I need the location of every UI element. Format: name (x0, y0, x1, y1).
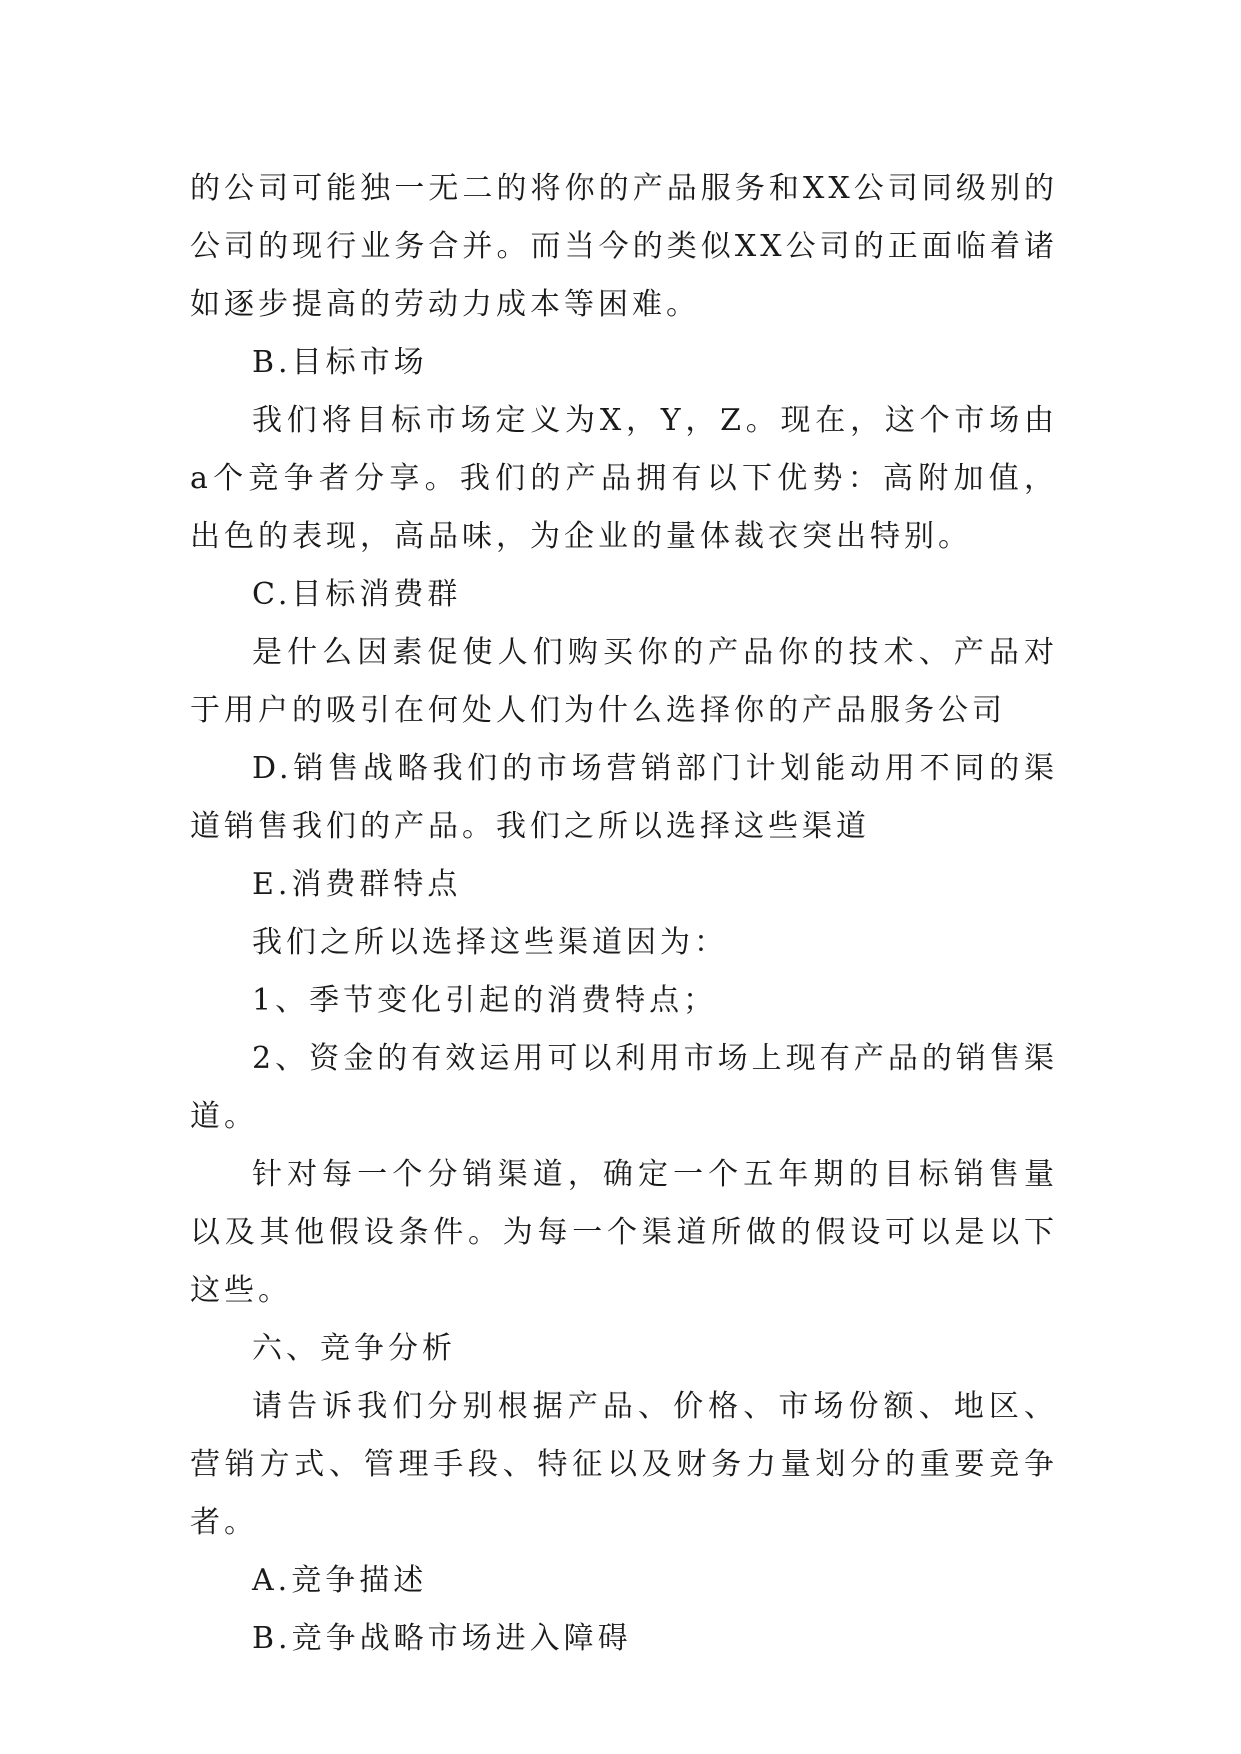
paragraph-channel-reasons: 我们之所以选择这些渠道因为： (252, 925, 728, 960)
paragraph-target-consumers: 是什么因素促使人们购买你的产品你的技术、产品对于用户的吸引在何处人们为什么选择你的产品服务公司 (190, 635, 1058, 728)
paragraph-distribution-channels: 针对每一个分销渠道，确定一个五年期的目标销售量以及其他假设条件。为每一个渠道所做的假设可以是以下这些。 (190, 1157, 1058, 1308)
paragraph-continuation: 的公司可能独一无二的将你的产品服务和XX公司同级别的公司的现行业务合并。而当今的类似XX公司的正面临着诸如逐步提高的劳动力成本等困难。 (190, 171, 1058, 322)
paragraph-sales-strategy: D.销售战略我们的市场营销部门计划能动用不同的渠道销售我们的产品。我们之所以选择这些渠道 (190, 751, 1058, 844)
heading-competition-strategy: B.竞争战略市场进入障碍 (252, 1621, 632, 1656)
heading-target-consumers: C.目标消费群 (252, 577, 462, 612)
heading-consumer-characteristics: E.消费群特点 (252, 867, 462, 902)
heading-target-market: B.目标市场 (252, 345, 428, 380)
heading-competition-description: A.竞争描述 (252, 1563, 428, 1598)
paragraph-target-market: 我们将目标市场定义为X，Y，Z。现在，这个市场由a个竞争者分享。我们的产品拥有以下优势：高附加值，出色的表现，高品味，为企业的量体裁衣突出特别。 (190, 403, 1058, 554)
list-item-capital: 2、资金的有效运用可以利用市场上现有产品的销售渠道。 (190, 1041, 1058, 1134)
paragraph-competitors: 请告诉我们分别根据产品、价格、市场份额、地区、营销方式、管理手段、特征以及财务力量划分的重要竞争者。 (190, 1389, 1058, 1540)
list-item-seasonal: 1、季节变化引起的消费特点； (252, 983, 718, 1018)
document-body (190, 160, 1058, 1668)
heading-competition-analysis: 六、竞争分析 (252, 1331, 456, 1366)
